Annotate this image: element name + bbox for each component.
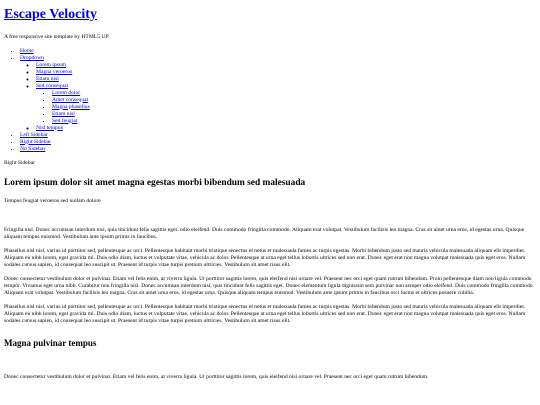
submenu-link-magna-phasellus[interactable]: Magna phasellus: [52, 103, 90, 110]
submenu-link-lorem-dolor[interactable]: Lorem dolor: [52, 89, 81, 96]
submenu-item: [52, 104, 536, 111]
dropdown-link-lorem-ipsum[interactable]: Lorem ipsum: [36, 61, 66, 68]
submenu-item: [52, 97, 536, 104]
nav-link-right-sidebar[interactable]: Right Sidebar: [20, 138, 51, 145]
submenu-item: [52, 90, 536, 97]
submenu-item: [52, 111, 536, 118]
nav-item-no-sidebar: [20, 146, 536, 153]
main-nav: [4, 48, 536, 153]
tagline: A free responsive site template by HTML5 UP: [4, 33, 109, 40]
dropdown-link-sed-consequat[interactable]: Sed consequat: [36, 82, 69, 89]
submenu-link-amet-consequat[interactable]: Amet consequat: [52, 96, 89, 103]
nav-link-no-sidebar[interactable]: No Sidebar: [20, 145, 46, 152]
dropdown-link-nisl-tempus[interactable]: Nisl tempus: [36, 124, 63, 131]
nav-link-dropdown[interactable]: Dropdown: [20, 54, 44, 61]
nav-item-left-sidebar: [20, 132, 536, 139]
dropdown-item: [36, 83, 536, 125]
article-paragraph: Phasellus nisl nisl, varius id porttitor sed, pellentesque ac orci. Pellentesque habitant morbi tristique senectus et netus et malesuada fames ac turpis egestas. Morbi bibendum justo sed mauris vehicula malesuada aliquam elit imperdiet. Aliquam eu nibh lorem, eget gravida mi. Duis odio diam, luctus et vulputate vitae, vehicula ac dolor. Pellentesque at urna eget tellus lobortis ultrices sed non erat. Donec eget erat non magna volutpat malesuada quis eget eros. Nullam sodales cursus sapien, id consequat leo suscipit ut. Praesent id turpis vitae turpis pretium ultricies. Vestibulum sit amet risus elit.: [4, 247, 526, 268]
nav-item-right-sidebar: [20, 139, 536, 146]
article-paragraph: Donec consectetur vestibulum dolor et pulvinar. Etiam vel felis enim, at viverra ligula. Ut porttitor sagittis lorem, quis eleifend nisi ornare vel. Praesent nec orci eget quam rutrum bibendum. Proin pellentesque diam non ligula commodo tempor. Vivamus eget urna nibh. Curabitur non fringilla nisl. Donec accumsan interdum nisi, quis tincidunt felis sagittis eget. Donec elementum ligula dignissim sem pulvinar non semper odio eleifend. Duis commodo fringilla commodo. Aliquam erat volutpat. Vestibulum facilisis leo magna. Cras sit amet urna eros, id egestas urna. Quisque aliquam tempus euismod. Vestibulum ante ipsum primis in faucibus orci luctus et ultrices posuere cubilia.: [4, 275, 534, 296]
site-title-link[interactable]: Escape Velocity: [4, 7, 97, 22]
dropdown-link-magna-veroeros[interactable]: Magna veroeros: [36, 68, 73, 75]
submenu-link-etiam-nisl[interactable]: Etiam nisl: [52, 110, 75, 117]
dropdown-item: [36, 125, 536, 132]
section-paragraph: Donec consectetur vestibulum dolor et pulvinar. Etiam vel felis enim, at viverra ligula. Ut porttitor sagittis lorem, quis eleifend nisi ornare vel. Praesent nec orci eget quam rutrum bibendum.: [4, 374, 429, 381]
site-title: [4, 7, 536, 24]
submenu-item: [52, 118, 536, 125]
dropdown-item: [36, 69, 536, 76]
nav-item-dropdown: [20, 55, 536, 132]
nav-item-home: [20, 48, 536, 55]
article-paragraph: Phasellus nisl nisl, varius id porttitor sed, pellentesque ac orci. Pellentesque habitant morbi tristique senectus et netus et malesuada fames ac turpis egestas. Morbi bibendum justo sed mauris vehicula malesuada aliquam elit imperdiet. Aliquam eu nibh lorem, eget gravida mi. Duis odio diam, luctus et vulputate vitae, vehicula ac dolor. Pellentesque at urna eget tellus lobortis ultrices sed non erat. Donec eget erat non magna volutpat malesuada quis eget eros. Nullam sodales cursus sapien, id consequat leo suscipit ut. Praesent id turpis vitae turpis pretium ultricies. Vestibulum sit amet risus elit.: [4, 303, 526, 324]
section-title: Magna pulvinar tempus: [4, 337, 97, 348]
dropdown-link-etiam-nisl[interactable]: Etiam nisl: [36, 75, 59, 82]
article-subtitle: Tempus feugiat veroeros sed nullam dolore: [4, 197, 101, 204]
dropdown-item: [36, 76, 536, 83]
article-title: Lorem ipsum dolor sit amet magna egestas morbi bibendum sed malesuada: [4, 177, 306, 188]
dropdown-item: [36, 62, 536, 69]
nav-link-home[interactable]: Home: [20, 47, 34, 54]
dropdown-menu: [20, 62, 536, 132]
nav-link-left-sidebar[interactable]: Left Sidebar: [20, 131, 48, 138]
submenu-link-sed-feugiat[interactable]: Sed feugiat: [52, 117, 78, 124]
submenu: [36, 90, 536, 125]
current-page-label: Right Sidebar: [4, 159, 35, 166]
article-paragraph: Fringilla nisl. Donec accumsan interdum nisi, quis tincidunt felis sagittis eget. odio eleifend. Duis commodo fringilla commodo. Aliquam erat volutpat. Vestibulum facilisis leo magna. Cras sit amet urna eros, id egestas urna. Quisque aliquam tempus euismod. Vestibulum ante ipsum primis in faucibus.: [4, 226, 525, 240]
